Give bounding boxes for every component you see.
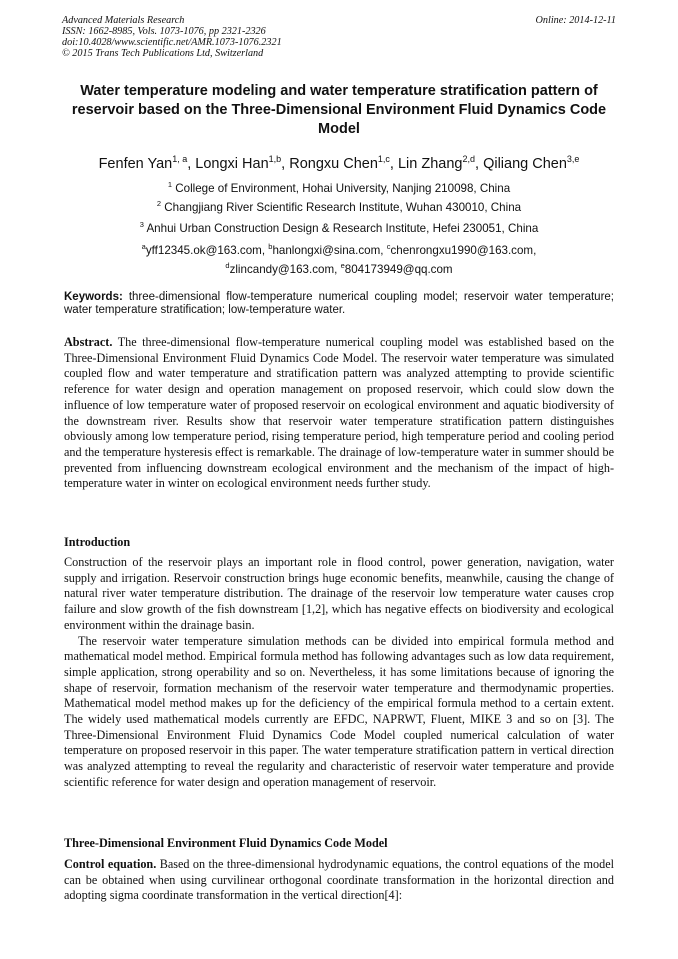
email-sup: d <box>225 260 230 270</box>
author-list: Fenfen Yan$^{1, a}$, Longxi Han$^{1,b}$, Rongxu Chen$^{1,c}$, Lin Zhang$^{2,d}$, Qiliang Chen$^{3,e}$ <box>98 154 580 172</box>
control-equation-paragraph <box>64 857 614 904</box>
abstract-label: Abstract. <box>64 335 113 349</box>
journal-name: Advanced Materials Research <box>62 15 185 26</box>
email-sup: c <box>386 242 391 251</box>
paragraph: Construction of the reservoir plays an important role in flood control, power generation, navigation, water supply and irrigation. Reservoir construction brings huge economic benefits, meanwhile, causing the change of natural river water temperature distribution. The drainage of the reservoir low temperature water causes crop failure and slow growth of the fish downstream [1,2], which has negative effects on biodiversity and ecological environment within the drainage basin. <box>64 555 614 632</box>
paragraph: The reservoir water temperature simulation methods can be divided into empirical formula method and mathematical model method. Empirical formula method has following advantages such as low data requirement, simple application, strong operability and so on. Nevertheless, it has some limitations because of ignoring the shape of reservoir, formation mechanism of the reservoir water temperature and thermodynamic properties. Mathematical model method makes up for the deficiency of the empirical formula method to a certain extent. The widely used mathematical models currently are EFDC, NAPRWT, Fluent, MIKE 3 and so on [3]. The Three-Dimensional Environment Fluid Dynamics Code Model coupled numerical calculation of water temperature on proposed reservoir in this paper. The water temperature stratification pattern in vertical direction was analyzed attempting to reveal the regularity and characteristic of reservoir water temperature and provide scientific reference for water design and operation management of reservoir. <box>64 633 614 789</box>
email-address: chenrongxu1990@163.com <box>390 243 534 257</box>
control-equation-text: Based on the three-dimensional hydrodynamic equations, the control equations of the model can be obtained when using curvilinear orthogonal coordinate transformation in the horizontal direction and adopting sigma coordinate transformation in the vertical direction[4]: <box>64 857 614 903</box>
keywords-text: three-dimensional flow-temperature numerical coupling model; reservoir water temperature; water temperature stratification; low-temperature water. <box>64 291 614 316</box>
journal-copyright: © 2015 Trans Tech Publications Ltd, Switzerland <box>62 48 264 59</box>
affiliation-sup: 1 <box>167 180 173 189</box>
online-date: Online: 2014-12-11 <box>535 15 616 26</box>
author-name: Qiliang Chen <box>483 155 567 172</box>
email-address: yff12345.ok@163.com <box>145 243 262 257</box>
affiliation-text: Anhui Urban Construction Design & Research Institute, Hefei 230051, China <box>146 221 539 235</box>
email-list: $^a$yff12345.ok@163.com, $^b$hanlongxi@sina.com, $^c$chenrongxu1990@163.com, $^d$zlincandy@163.com, $^e$804173949@qq.com <box>141 242 537 276</box>
affiliation-sup: 3 <box>139 220 144 229</box>
author-name: Rongxu Chen <box>289 155 378 172</box>
control-equation-label: Control equation. <box>64 857 157 871</box>
journal-header <box>62 15 616 59</box>
email-address: zlincandy@163.com <box>229 262 335 276</box>
email-sup: a <box>141 242 146 251</box>
section-heading-model: Three-Dimensional Environment Fluid Dynamics Code Model <box>64 836 388 850</box>
keywords-label: Keywords: <box>64 291 123 303</box>
affiliation <box>40 178 638 196</box>
affiliation-text: College of Environment, Hohai University, Nanjing 210098, China <box>175 181 511 195</box>
author-name: Lin Zhang <box>397 155 463 172</box>
author-sup: 1,b <box>268 154 282 164</box>
author-name: Fenfen Yan <box>98 155 173 172</box>
email-sup: b <box>268 242 273 251</box>
paper-title: Water temperature modeling and water temperature stratification pattern of reservoir based on the Three-Dimensional Environment Fluid Dynamics Code Model <box>71 83 607 137</box>
email-address: 804173949@qq.com <box>344 262 453 276</box>
journal-doi: doi:10.4028/www.scientific.net/AMR.1073-1076.2321 <box>62 37 282 48</box>
affiliation-sup: 2 <box>156 199 162 208</box>
author-sup: 1, a <box>172 154 188 164</box>
author-sup: 2,d <box>462 154 475 164</box>
introduction-body <box>64 555 614 791</box>
affiliation <box>40 197 638 215</box>
email-sup: e <box>340 260 345 270</box>
affiliation <box>40 218 638 236</box>
abstract-block <box>64 335 614 492</box>
author-name: Longxi Han <box>195 155 269 172</box>
keywords-block <box>64 291 614 317</box>
abstract-text: The three-dimensional flow-temperature numerical coupling model was established based on the Three-Dimensional Environment Fluid Dynamics Code Model. The reservoir water temperature was simulated coupled flow and water temperature and stratification pattern was analyzed attempting to provide scientific reference for water design and operation management on proposed reservoir, which could slow down the influence of low temperature water of proposed reservoir on ecological environment and aquatic biodiversity of the downstream river. Results show that reservoir water temperature stratification pattern distinguishes obviously among low temperature period, rising temperature period, high temperature period and cooling period and the temperature hysteresis effect is remarkable. The drainage of low-temperature water in summer should be prevented from influencing downstream ecological environment and the mechanism of the impact of high-temperature water in winter on ecological environment needs further study. <box>64 335 614 491</box>
affiliation-text: Changjiang River Scientific Research Institute, Wuhan 430010, China <box>164 200 522 214</box>
email-address: hanlongxi@sina.com <box>272 243 381 257</box>
journal-issn: ISSN: 1662-8985, Vols. 1073-1076, pp 2321-2326 <box>62 26 266 37</box>
section-heading-introduction: Introduction <box>64 535 131 549</box>
author-sup: 3,e <box>566 154 580 164</box>
author-sup: 1,c <box>377 154 390 164</box>
